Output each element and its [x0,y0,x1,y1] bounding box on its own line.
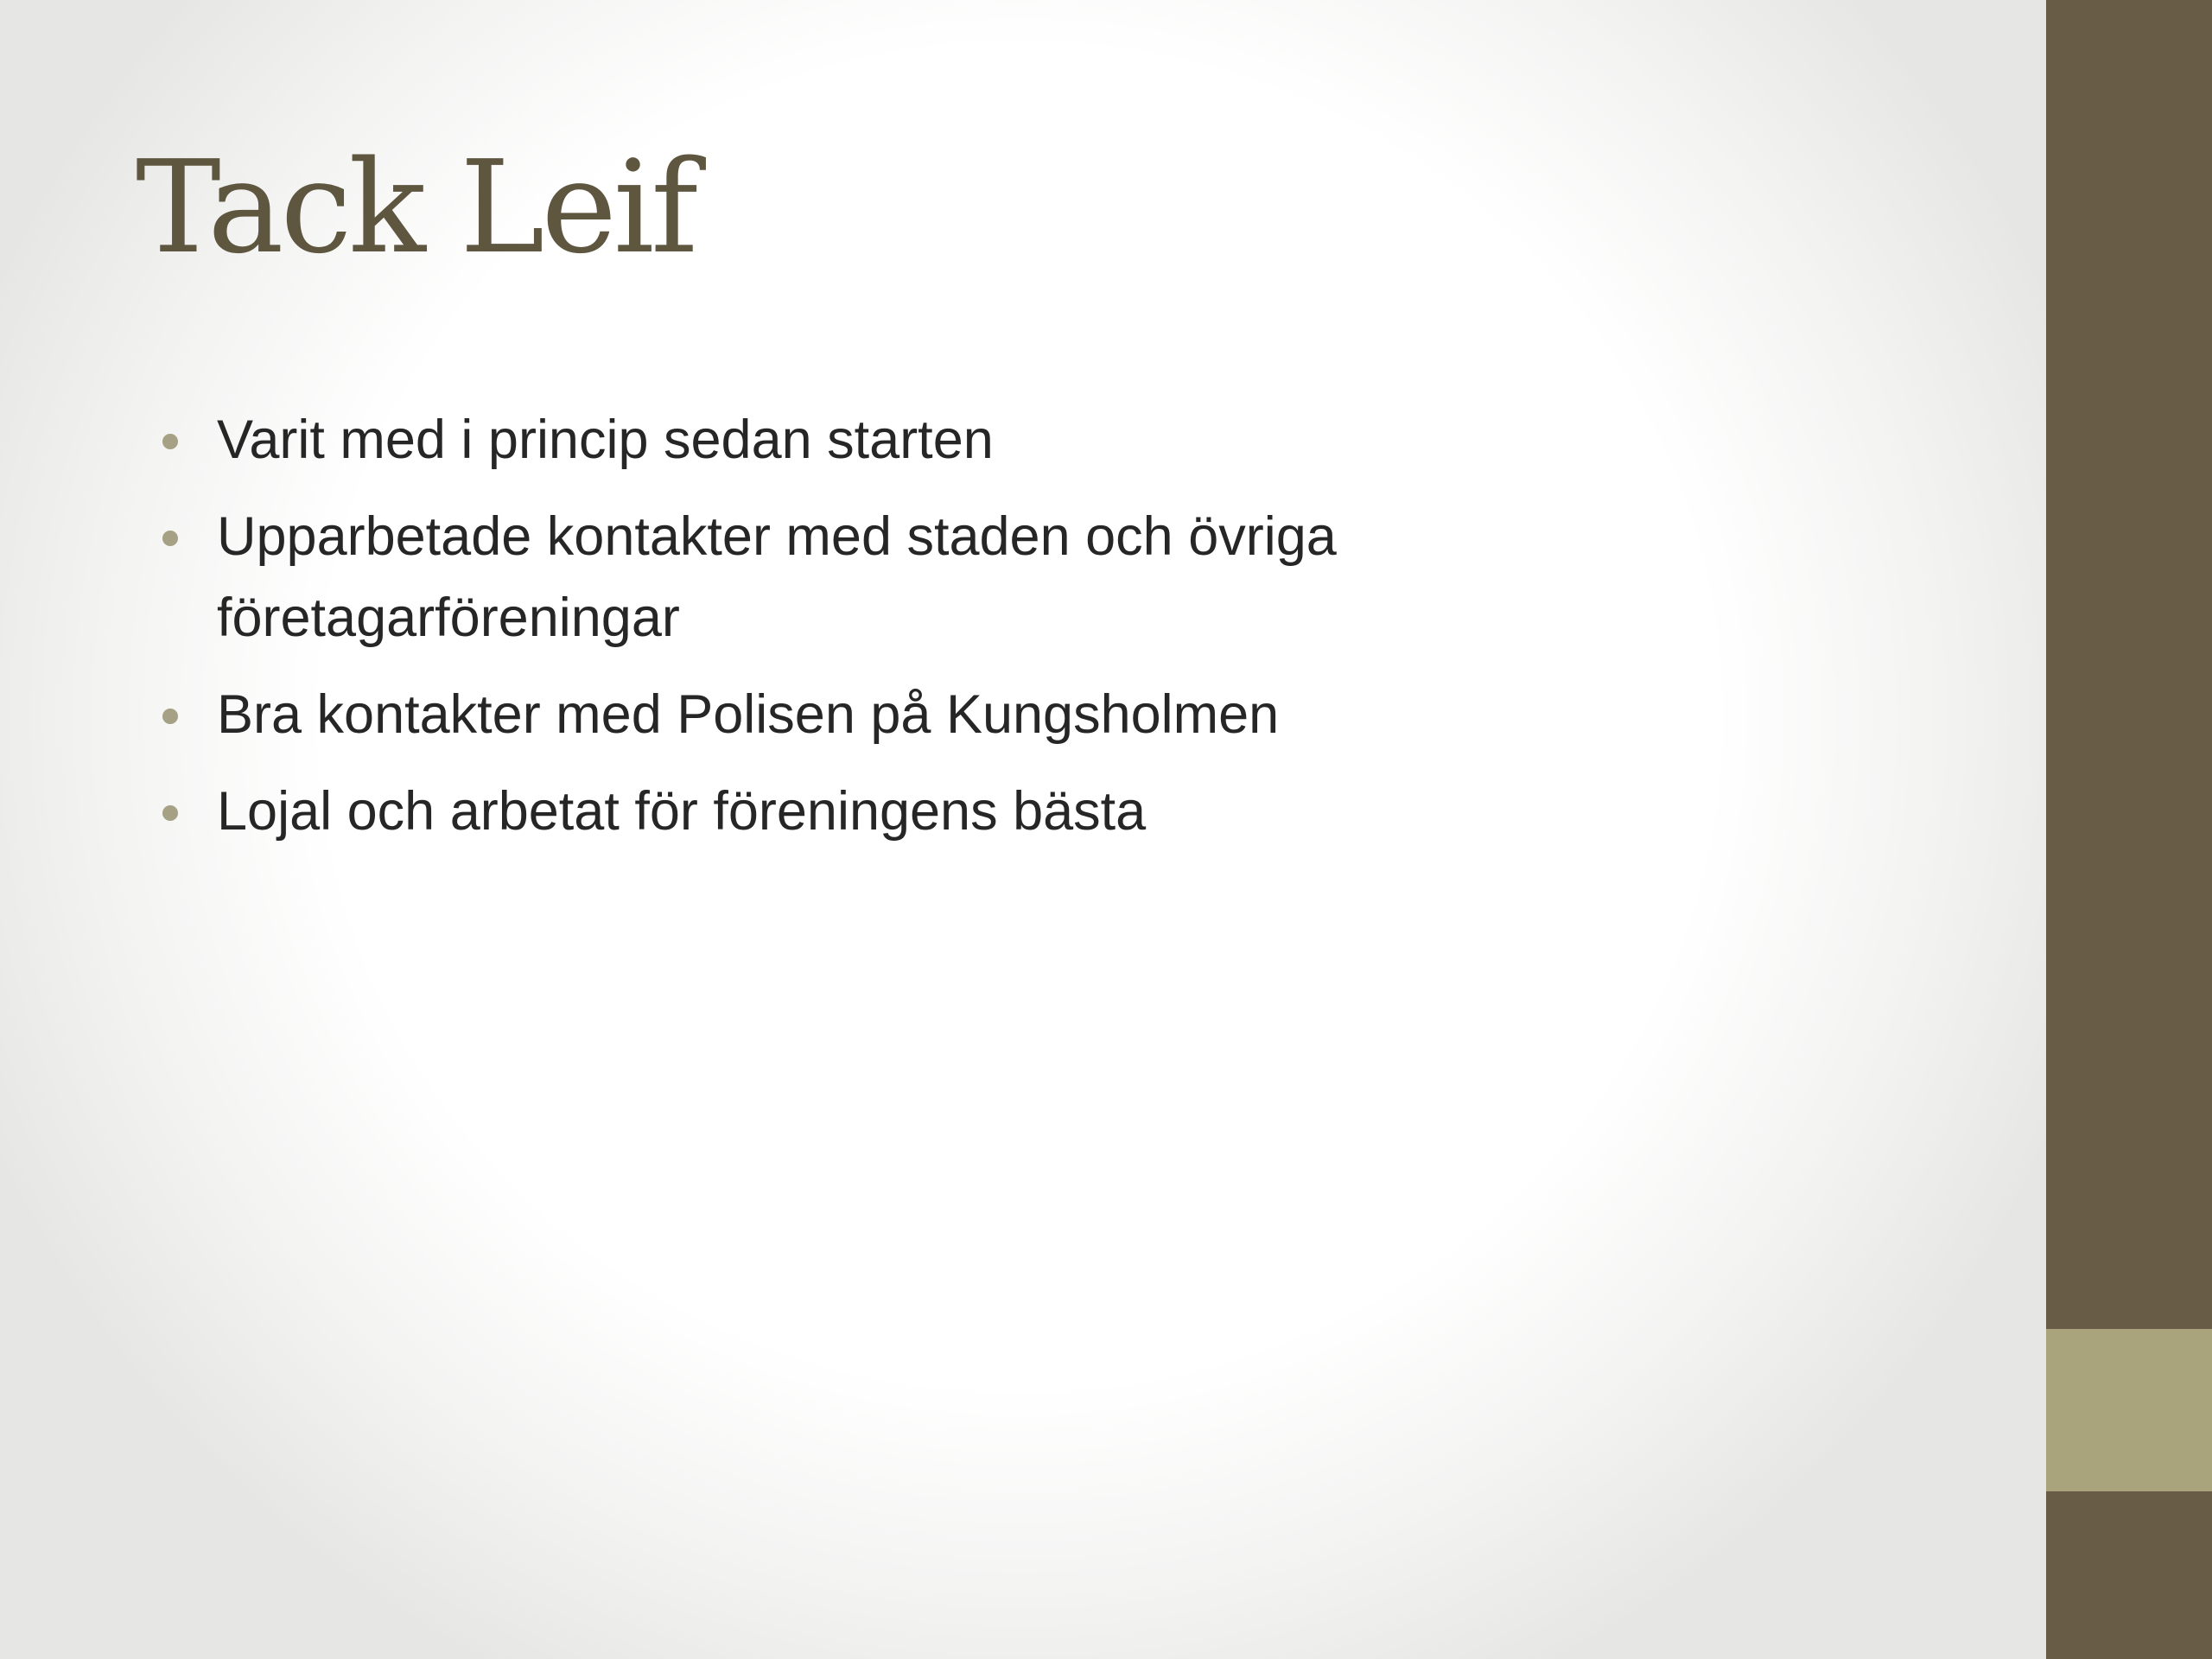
bullet-list [160,399,1802,868]
bullet-item [160,399,1802,480]
bullet-dot-icon [162,805,178,821]
bullet-dot-icon [162,434,178,449]
bullet-text: Varit med i princip sedan starten [217,410,994,470]
bullet-text: Upparbetade kontakter med staden och övriga företagarföreningar [217,506,1337,648]
bullet-text: Bra kontakter med Polisen på Kungsholmen [217,684,1280,745]
decorative-side-accent [2046,1329,2212,1491]
bullet-item [160,674,1802,755]
bullet-dot-icon [162,531,178,546]
bullet-dot-icon [162,709,178,724]
bullet-item [160,771,1802,852]
slide-title: Tack Leif [136,133,696,282]
bullet-item [160,496,1802,658]
bullet-text: Lojal och arbetat för föreningens bästa [217,781,1147,842]
